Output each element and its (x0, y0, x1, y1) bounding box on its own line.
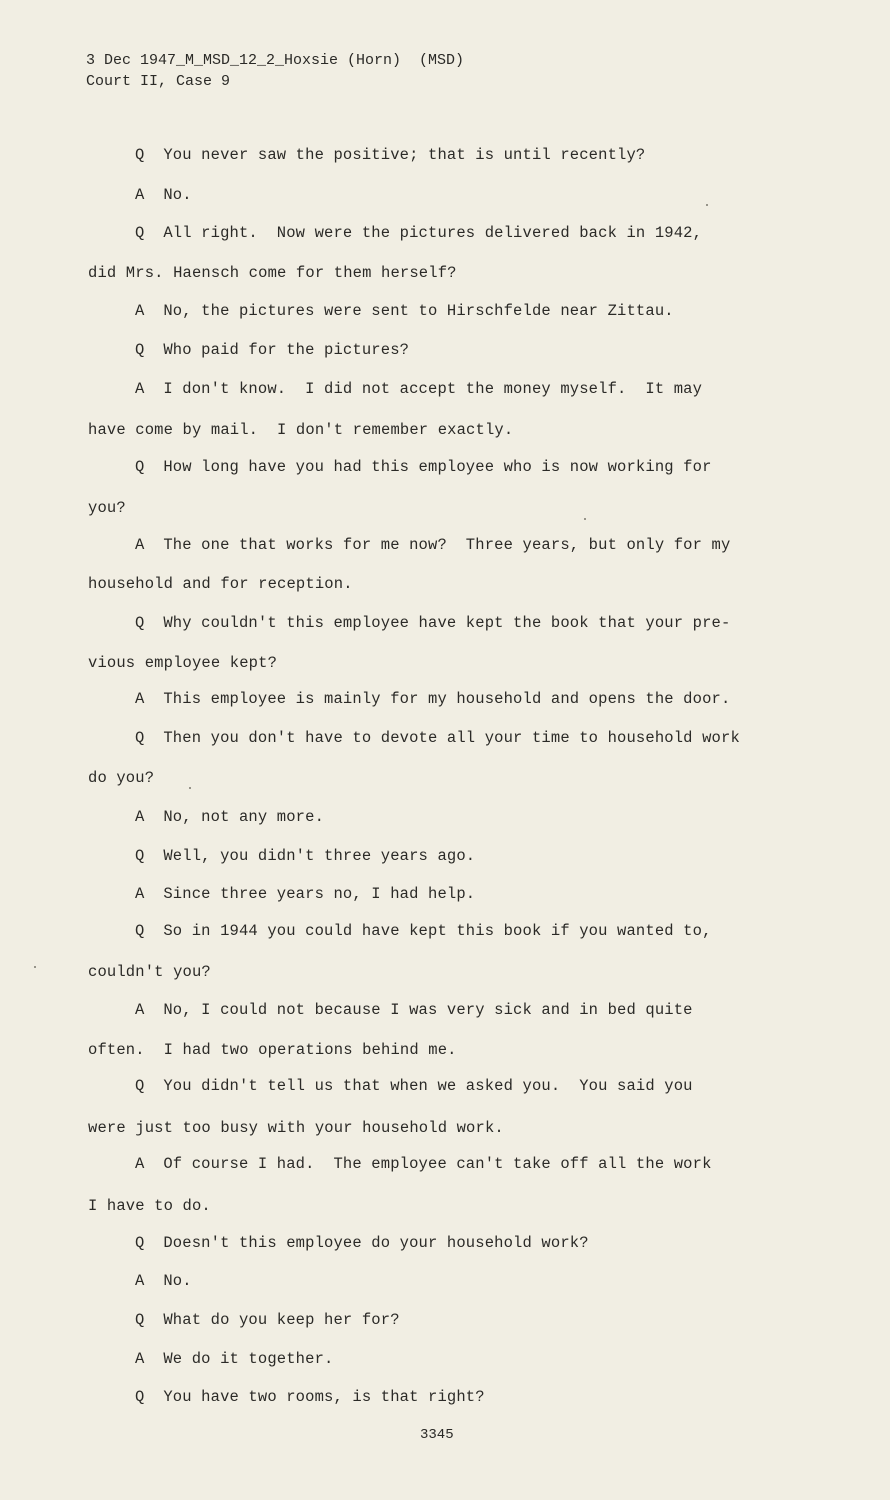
transcript-line: Q You have two rooms, is that right? (135, 1388, 485, 1406)
transcript-line: were just too busy with your household work. (88, 1119, 504, 1137)
transcript-line: couldn't you? (88, 963, 211, 981)
transcript-line: often. I had two operations behind me. (88, 1041, 457, 1059)
transcript-line: Q All right. Now were the pictures delivered back in 1942, (135, 224, 703, 242)
header-case-reference: 3 Dec 1947_M_MSD_12_2_Hoxsie (Horn) (MSD) (86, 52, 465, 69)
transcript-line: I have to do. (88, 1197, 211, 1215)
transcript-line: A No. (135, 1272, 192, 1290)
header-court-case: Court II, Case 9 (86, 73, 231, 90)
transcript-line: Q Doesn't this employee do your household work? (135, 1234, 589, 1252)
transcript-line: A No, not any more. (135, 808, 325, 826)
paper-speck (706, 204, 708, 206)
transcript-line: A Since three years no, I had help. (135, 885, 476, 903)
transcript-line: Q Well, you didn't three years ago. (135, 847, 476, 865)
transcript-line: A No. (135, 186, 192, 204)
transcript-line: do you? (88, 769, 155, 787)
transcript-line: household and for reception. (88, 575, 353, 593)
transcript-line: Q Why couldn't this employee have kept the book that your pre- (135, 614, 731, 632)
transcript-line: vious employee kept? (88, 654, 278, 672)
transcript-line: A The one that works for me now? Three years, but only for my (135, 536, 731, 554)
transcript-line: did Mrs. Haensch come for them herself? (88, 264, 457, 282)
transcript-line: Q You didn't tell us that when we asked you. You said you (135, 1077, 693, 1095)
transcript-line: A This employee is mainly for my household and opens the door. (135, 690, 731, 708)
transcript-line: Q Who paid for the pictures? (135, 341, 410, 359)
transcript-line: Q How long have you had this employee who is now working for (135, 458, 712, 476)
paper-speck (189, 787, 191, 789)
transcript-line: you? (88, 499, 126, 517)
transcript-line: A Of course I had. The employee can't take off all the work (135, 1155, 712, 1173)
page-number: 3345 (420, 1427, 454, 1443)
transcript-line: A No, I could not because I was very sick and in bed quite (135, 1001, 693, 1019)
transcript-line: Q Then you don't have to devote all your time to household work (135, 729, 740, 747)
transcript-line: Q You never saw the positive; that is until recently? (135, 146, 646, 164)
document-header (86, 50, 464, 92)
transcript-line: have come by mail. I don't remember exactly. (88, 421, 514, 439)
transcript-line: A We do it together. (135, 1350, 334, 1368)
transcript-line: A No, the pictures were sent to Hirschfelde near Zittau. (135, 302, 674, 320)
paper-speck (34, 966, 36, 968)
transcript-line: Q What do you keep her for? (135, 1311, 400, 1329)
transcript-line: Q So in 1944 you could have kept this book if you wanted to, (135, 922, 712, 940)
paper-speck (584, 518, 586, 520)
transcript-line: A I don't know. I did not accept the money myself. It may (135, 380, 703, 398)
